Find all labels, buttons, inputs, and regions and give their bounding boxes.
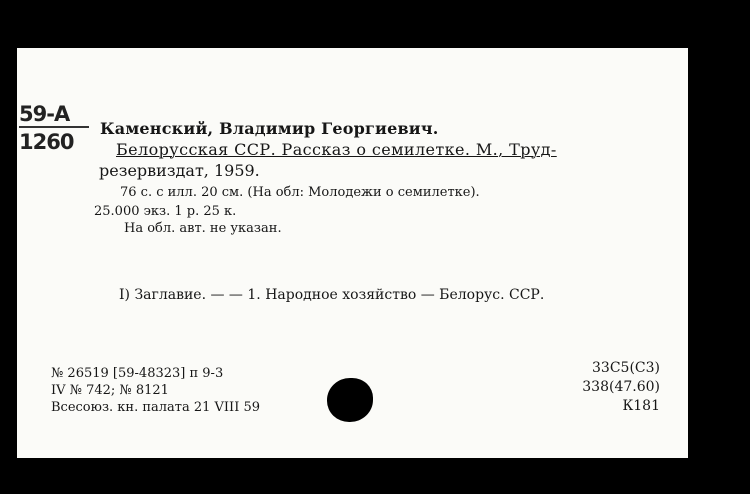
- title-line-2: резервиздат, 1959.: [99, 161, 260, 180]
- ink-blot: [327, 378, 373, 422]
- class-code-1: 33С5(С3): [592, 360, 660, 376]
- chamber-stamp: Всесоюз. кн. палата 21 VIII 59: [51, 400, 261, 415]
- copies-price: 25.000 экз. 1 р. 25 к.: [94, 204, 237, 219]
- call-number-divider: [19, 126, 89, 128]
- registration-number: № 26519 [59-48323] п 9-3: [51, 366, 224, 381]
- author-heading: Каменский, Владимир Георгиевич.: [100, 119, 439, 138]
- note: На обл. авт. не указан.: [124, 221, 282, 236]
- physical-description: 76 с. с илл. 20 см. (На обл: Молодежи о семилетке).: [120, 185, 480, 200]
- class-code-3: К181: [622, 398, 660, 414]
- edition-number: IV № 742; № 8121: [51, 383, 169, 398]
- class-code-2: 338(47.60): [582, 379, 660, 395]
- call-number-top: 59-A: [19, 102, 70, 126]
- tracing: I) Заглавие. — — 1. Народное хозяйство — Белорус. ССР.: [119, 287, 545, 303]
- call-number-bottom: 1260: [19, 130, 74, 154]
- catalog-card: [17, 48, 688, 458]
- title-line: Белорусская ССР. Рассказ о семилетке. М., Труд-: [116, 140, 557, 159]
